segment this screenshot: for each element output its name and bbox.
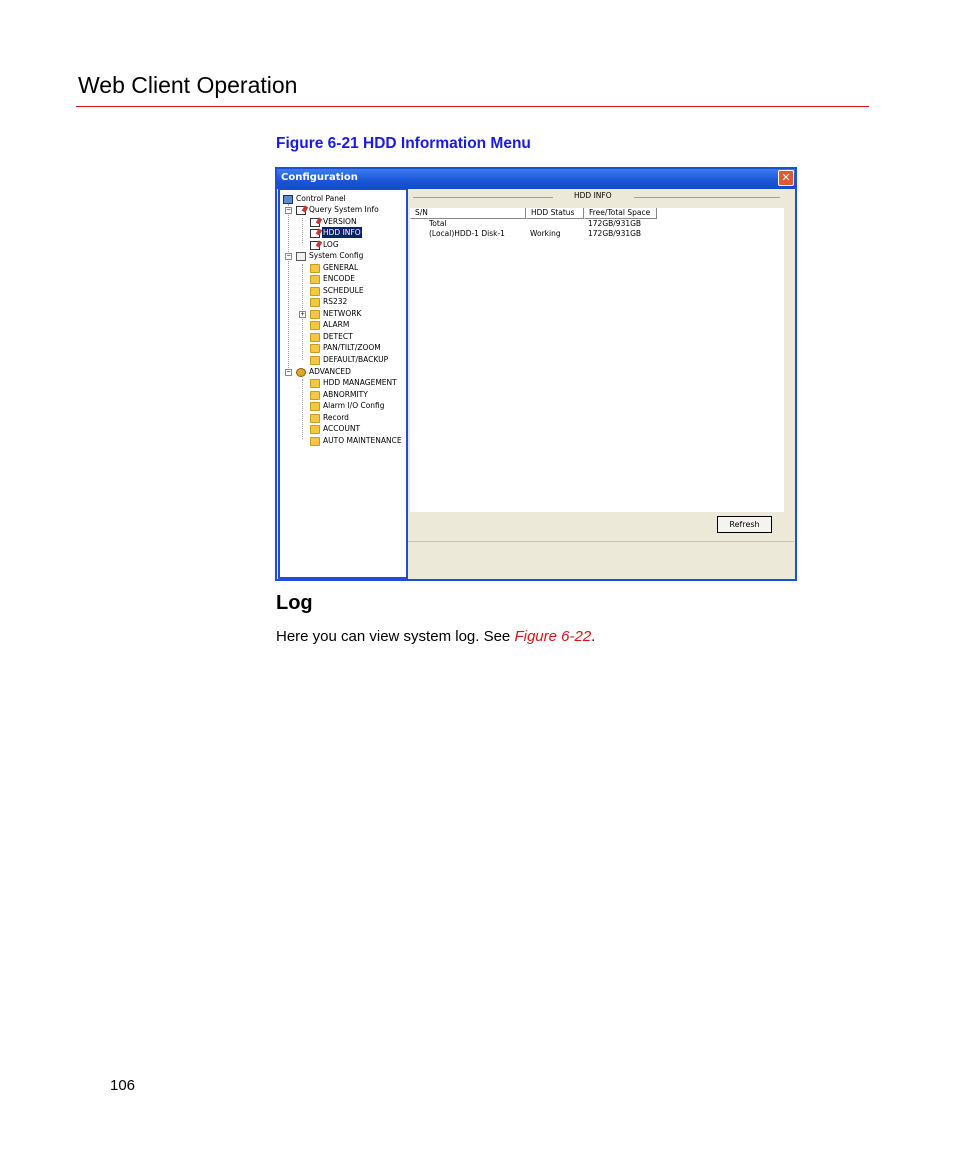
window-title: Configuration [281, 172, 358, 183]
group-box-title: HDD INFO [570, 191, 616, 200]
log-icon [310, 241, 320, 250]
tree-item-encode[interactable] [310, 273, 356, 284]
folder-icon [310, 298, 320, 307]
tree-item-control-panel[interactable] [283, 193, 347, 204]
tree-item-alarm[interactable] [310, 319, 350, 330]
folder-icon [310, 275, 320, 284]
tree-item-label: Record [323, 413, 349, 422]
figure-caption: Figure 6-21 HDD Information Menu [276, 135, 531, 152]
refresh-button[interactable]: Refresh [717, 516, 772, 533]
column-header-hdd-status[interactable]: HDD Status [526, 208, 584, 219]
tree-item-log[interactable] [310, 239, 340, 250]
close-button[interactable] [778, 170, 794, 186]
tree-item-general[interactable] [310, 262, 359, 273]
tree-item-label: HDD MANAGEMENT [323, 378, 397, 387]
expand-toggle[interactable]: + [300, 311, 305, 318]
column-header-sn[interactable]: S/N [410, 208, 526, 219]
tree-item-abnormity[interactable] [310, 389, 369, 400]
hdd-info-panel [408, 189, 794, 578]
page-number: 106 [110, 1077, 136, 1094]
tree-connector [288, 204, 289, 374]
folder-icon [310, 425, 320, 434]
tree-item-rs232[interactable] [310, 296, 348, 307]
folder-icon [310, 356, 320, 365]
query-info-icon [296, 206, 306, 215]
tree-item-label: Alarm I/O Config [323, 401, 385, 410]
tree-item-label: ACCOUNT [323, 424, 361, 433]
cell-hdd-status: Working [530, 229, 561, 238]
tree-item-advanced[interactable] [296, 366, 352, 377]
header-rule [76, 106, 869, 107]
cell-free-total-space: 172GB/931GB [588, 219, 642, 228]
tree-item-auto-maintenance[interactable] [310, 435, 403, 446]
folder-icon [310, 437, 320, 446]
tree-item-label: DETECT [323, 332, 353, 341]
cell-free-total-space: 172GB/931GB [588, 229, 642, 238]
folder-icon [310, 264, 320, 273]
system-config-icon [296, 252, 306, 261]
folder-icon [310, 402, 320, 411]
tree-item-label: Query System Info [309, 205, 379, 214]
tree-item-account[interactable] [310, 423, 361, 434]
tree-item-label: Control Panel [296, 194, 346, 203]
tree-item-label: PAN/TILT/ZOOM [323, 343, 381, 352]
tree-item-system-config[interactable] [296, 250, 364, 261]
collapse-toggle[interactable]: − [286, 253, 291, 260]
folder-icon [310, 414, 320, 423]
body-text: Here you can view system log. See [276, 628, 515, 645]
tree-item-detect[interactable] [310, 331, 354, 342]
folder-icon [310, 344, 320, 353]
tree-item-label: LOG [323, 240, 339, 249]
tree-item-label: ABNORMITY [323, 390, 368, 399]
tree-item-record[interactable] [310, 412, 350, 423]
version-icon [310, 218, 320, 227]
tree-item-schedule[interactable] [310, 285, 365, 296]
tree-item-pan-tilt-zoom[interactable] [310, 342, 382, 353]
folder-icon [310, 310, 320, 319]
group-box-line [634, 197, 780, 198]
collapse-toggle[interactable]: − [286, 207, 291, 214]
gear-icon [296, 368, 306, 377]
group-box-line [413, 197, 553, 198]
cell-sn: Total [429, 219, 447, 228]
folder-icon [310, 333, 320, 342]
tree-item-label: NETWORK [323, 309, 362, 318]
tree-item-label: RS232 [323, 297, 348, 306]
page-title: Web Client Operation [78, 72, 298, 98]
config-tree [278, 189, 408, 579]
tree-item-label: GENERAL [323, 263, 359, 272]
tree-connector [302, 379, 303, 439]
tree-item-default-backup[interactable] [310, 354, 389, 365]
tree-item-hdd-info[interactable] [310, 227, 362, 238]
tree-item-label: AUTO MAINTENANCE [323, 436, 402, 445]
hdd-list[interactable] [410, 208, 784, 512]
tree-item-query-system-info[interactable] [296, 204, 380, 215]
tree-item-label: VERSION [323, 217, 357, 226]
tree-item-network[interactable] [310, 308, 362, 319]
tree-item-label: HDD INFO [323, 228, 361, 237]
tree-item-label: SCHEDULE [323, 286, 364, 295]
control-panel-icon [283, 195, 293, 204]
folder-icon [310, 391, 320, 400]
folder-icon [310, 287, 320, 296]
hdd-info-icon [310, 229, 320, 238]
tree-item-version[interactable] [310, 216, 358, 227]
column-header-free-total-space[interactable]: Free/Total Space [584, 208, 657, 219]
figure-reference-link[interactable]: Figure 6-22 [514, 628, 592, 645]
tree-item-hdd-management[interactable] [310, 377, 398, 388]
tree-item-label: ALARM [323, 320, 350, 329]
cell-sn: (Local)HDD-1 Disk-1 [429, 229, 505, 238]
tree-item-label: DEFAULT/BACKUP [323, 355, 389, 364]
body-paragraph [276, 628, 595, 645]
body-text-end: . [591, 628, 596, 645]
collapse-toggle[interactable]: − [286, 369, 291, 376]
tree-connector [302, 218, 303, 243]
section-heading: Log [276, 592, 313, 614]
configuration-window [275, 167, 797, 581]
tree-item-label: System Config [309, 251, 364, 260]
tree-item-alarm-io-config[interactable] [310, 400, 386, 411]
tree-item-label: ADVANCED [309, 367, 351, 376]
folder-icon [310, 379, 320, 388]
folder-icon [310, 321, 320, 330]
panel-divider [408, 541, 794, 542]
tree-item-label: ENCODE [323, 274, 356, 283]
close-icon: ✕ [781, 171, 791, 184]
window-titlebar[interactable] [277, 169, 795, 189]
